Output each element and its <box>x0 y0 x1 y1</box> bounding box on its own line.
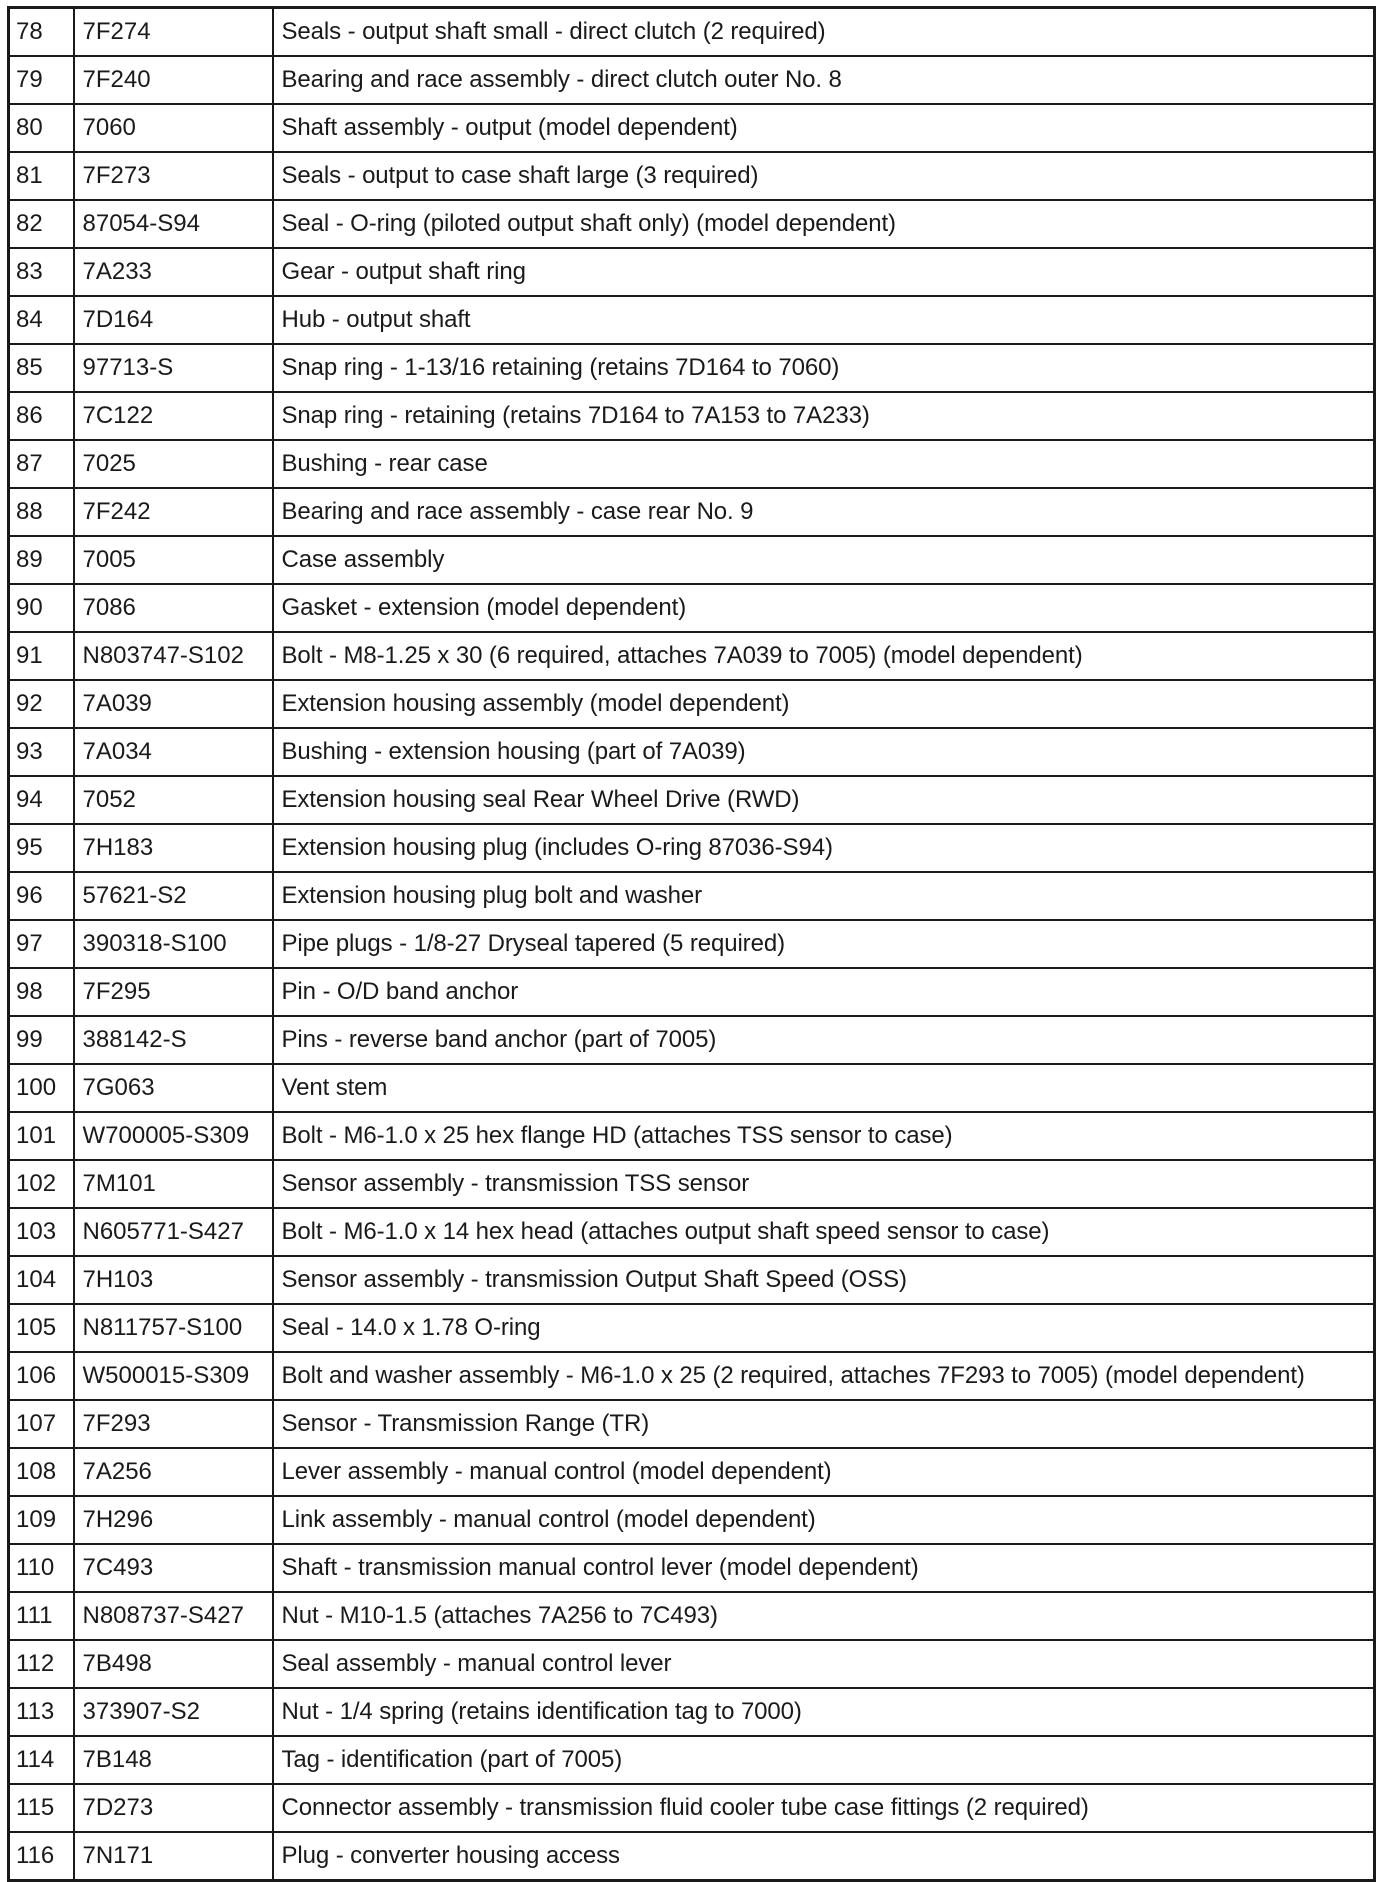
table-row <box>9 1832 1375 1881</box>
table-row <box>9 584 1375 632</box>
item-number-cell: 115 <box>9 1784 74 1832</box>
description-cell: Bolt - M6-1.0 x 25 hex flange HD (attaches TSS sensor to case) <box>273 1112 1375 1160</box>
part-number-cell: 7A233 <box>74 248 273 296</box>
item-number-cell: 87 <box>9 440 74 488</box>
description-cell: Extension housing assembly (model dependent) <box>273 680 1375 728</box>
description-cell: Plug - converter housing access <box>273 1832 1375 1881</box>
item-number-cell: 98 <box>9 968 74 1016</box>
description-cell: Extension housing seal Rear Wheel Drive (RWD) <box>273 776 1375 824</box>
table-row <box>9 728 1375 776</box>
item-number-cell: 101 <box>9 1112 74 1160</box>
item-number-cell: 100 <box>9 1064 74 1112</box>
part-number-cell: 7F295 <box>74 968 273 1016</box>
description-cell: Gasket - extension (model dependent) <box>273 584 1375 632</box>
description-cell: Shaft - transmission manual control lever (model dependent) <box>273 1544 1375 1592</box>
description-cell: Bolt and washer assembly - M6-1.0 x 25 (2 required, attaches 7F293 to 7005) (model dependent) <box>273 1352 1375 1400</box>
part-number-cell: 7H103 <box>74 1256 273 1304</box>
table-row <box>9 296 1375 344</box>
description-cell: Shaft assembly - output (model dependent) <box>273 104 1375 152</box>
part-number-cell: 7A034 <box>74 728 273 776</box>
part-number-cell: 7086 <box>74 584 273 632</box>
item-number-cell: 95 <box>9 824 74 872</box>
description-cell: Seal - 14.0 x 1.78 O-ring <box>273 1304 1375 1352</box>
table-row <box>9 344 1375 392</box>
description-cell: Snap ring - 1-13/16 retaining (retains 7D164 to 7060) <box>273 344 1375 392</box>
item-number-cell: 102 <box>9 1160 74 1208</box>
description-cell: Connector assembly - transmission fluid cooler tube case fittings (2 required) <box>273 1784 1375 1832</box>
table-row <box>9 536 1375 584</box>
part-number-cell: 7F274 <box>74 8 273 57</box>
parts-table-body <box>9 8 1375 1881</box>
part-number-cell: 97713-S <box>74 344 273 392</box>
part-number-cell: 7D164 <box>74 296 273 344</box>
table-row <box>9 440 1375 488</box>
description-cell: Pipe plugs - 1/8-27 Dryseal tapered (5 required) <box>273 920 1375 968</box>
item-number-cell: 88 <box>9 488 74 536</box>
description-cell: Pins - reverse band anchor (part of 7005) <box>273 1016 1375 1064</box>
item-number-cell: 94 <box>9 776 74 824</box>
description-cell: Nut - 1/4 spring (retains identification tag to 7000) <box>273 1688 1375 1736</box>
part-number-cell: 388142-S <box>74 1016 273 1064</box>
item-number-cell: 103 <box>9 1208 74 1256</box>
table-row <box>9 1256 1375 1304</box>
table-row <box>9 1592 1375 1640</box>
description-cell: Bushing - rear case <box>273 440 1375 488</box>
table-row <box>9 152 1375 200</box>
description-cell: Link assembly - manual control (model dependent) <box>273 1496 1375 1544</box>
part-number-cell: 373907-S2 <box>74 1688 273 1736</box>
description-cell: Bolt - M6-1.0 x 14 hex head (attaches output shaft speed sensor to case) <box>273 1208 1375 1256</box>
table-row <box>9 1688 1375 1736</box>
item-number-cell: 78 <box>9 8 74 57</box>
item-number-cell: 84 <box>9 296 74 344</box>
table-row <box>9 1640 1375 1688</box>
item-number-cell: 104 <box>9 1256 74 1304</box>
table-row <box>9 920 1375 968</box>
description-cell: Nut - M10-1.5 (attaches 7A256 to 7C493) <box>273 1592 1375 1640</box>
part-number-cell: N605771-S427 <box>74 1208 273 1256</box>
table-row <box>9 1736 1375 1784</box>
description-cell: Hub - output shaft <box>273 296 1375 344</box>
parts-table <box>7 6 1376 1882</box>
table-row <box>9 1352 1375 1400</box>
description-cell: Extension housing plug (includes O-ring 87036-S94) <box>273 824 1375 872</box>
table-row <box>9 1496 1375 1544</box>
part-number-cell: 7F240 <box>74 56 273 104</box>
description-cell: Bearing and race assembly - case rear No. 9 <box>273 488 1375 536</box>
part-number-cell: N808737-S427 <box>74 1592 273 1640</box>
description-cell: Sensor assembly - transmission TSS sensor <box>273 1160 1375 1208</box>
description-cell: Bushing - extension housing (part of 7A039) <box>273 728 1375 776</box>
description-cell: Vent stem <box>273 1064 1375 1112</box>
table-row <box>9 104 1375 152</box>
table-row <box>9 1208 1375 1256</box>
item-number-cell: 92 <box>9 680 74 728</box>
table-row <box>9 1544 1375 1592</box>
item-number-cell: 105 <box>9 1304 74 1352</box>
table-row <box>9 824 1375 872</box>
item-number-cell: 111 <box>9 1592 74 1640</box>
part-number-cell: 7005 <box>74 536 273 584</box>
item-number-cell: 82 <box>9 200 74 248</box>
table-row <box>9 488 1375 536</box>
item-number-cell: 80 <box>9 104 74 152</box>
item-number-cell: 116 <box>9 1832 74 1881</box>
item-number-cell: 110 <box>9 1544 74 1592</box>
table-row <box>9 8 1375 57</box>
description-cell: Sensor assembly - transmission Output Shaft Speed (OSS) <box>273 1256 1375 1304</box>
part-number-cell: 7F273 <box>74 152 273 200</box>
item-number-cell: 91 <box>9 632 74 680</box>
part-number-cell: 7A039 <box>74 680 273 728</box>
part-number-cell: 7D273 <box>74 1784 273 1832</box>
item-number-cell: 106 <box>9 1352 74 1400</box>
table-row <box>9 1304 1375 1352</box>
part-number-cell: W700005-S309 <box>74 1112 273 1160</box>
part-number-cell: 7060 <box>74 104 273 152</box>
item-number-cell: 79 <box>9 56 74 104</box>
table-row <box>9 776 1375 824</box>
part-number-cell: 7G063 <box>74 1064 273 1112</box>
table-row <box>9 680 1375 728</box>
part-number-cell: 7B498 <box>74 1640 273 1688</box>
part-number-cell: 87054-S94 <box>74 200 273 248</box>
table-row <box>9 1160 1375 1208</box>
description-cell: Bolt - M8-1.25 x 30 (6 required, attaches 7A039 to 7005) (model dependent) <box>273 632 1375 680</box>
table-row <box>9 1400 1375 1448</box>
part-number-cell: 7M101 <box>74 1160 273 1208</box>
description-cell: Snap ring - retaining (retains 7D164 to 7A153 to 7A233) <box>273 392 1375 440</box>
item-number-cell: 86 <box>9 392 74 440</box>
item-number-cell: 97 <box>9 920 74 968</box>
part-number-cell: N803747-S102 <box>74 632 273 680</box>
part-number-cell: 7N171 <box>74 1832 273 1881</box>
part-number-cell: 7052 <box>74 776 273 824</box>
description-cell: Seal assembly - manual control lever <box>273 1640 1375 1688</box>
part-number-cell: 7C122 <box>74 392 273 440</box>
part-number-cell: 57621-S2 <box>74 872 273 920</box>
item-number-cell: 114 <box>9 1736 74 1784</box>
item-number-cell: 107 <box>9 1400 74 1448</box>
table-row <box>9 1064 1375 1112</box>
item-number-cell: 113 <box>9 1688 74 1736</box>
item-number-cell: 109 <box>9 1496 74 1544</box>
description-cell: Tag - identification (part of 7005) <box>273 1736 1375 1784</box>
description-cell: Seals - output to case shaft large (3 required) <box>273 152 1375 200</box>
table-row <box>9 392 1375 440</box>
table-row <box>9 56 1375 104</box>
part-number-cell: 7A256 <box>74 1448 273 1496</box>
table-row <box>9 872 1375 920</box>
table-row <box>9 200 1375 248</box>
description-cell: Case assembly <box>273 536 1375 584</box>
description-cell: Gear - output shaft ring <box>273 248 1375 296</box>
table-row <box>9 248 1375 296</box>
table-row <box>9 1448 1375 1496</box>
description-cell: Seals - output shaft small - direct clutch (2 required) <box>273 8 1375 57</box>
item-number-cell: 85 <box>9 344 74 392</box>
description-cell: Pin - O/D band anchor <box>273 968 1375 1016</box>
description-cell: Lever assembly - manual control (model dependent) <box>273 1448 1375 1496</box>
item-number-cell: 112 <box>9 1640 74 1688</box>
part-number-cell: 7B148 <box>74 1736 273 1784</box>
description-cell: Sensor - Transmission Range (TR) <box>273 1400 1375 1448</box>
part-number-cell: 7C493 <box>74 1544 273 1592</box>
item-number-cell: 96 <box>9 872 74 920</box>
table-row <box>9 968 1375 1016</box>
part-number-cell: 7H296 <box>74 1496 273 1544</box>
table-row <box>9 1016 1375 1064</box>
item-number-cell: 89 <box>9 536 74 584</box>
item-number-cell: 99 <box>9 1016 74 1064</box>
item-number-cell: 81 <box>9 152 74 200</box>
part-number-cell: 7F293 <box>74 1400 273 1448</box>
table-row <box>9 1112 1375 1160</box>
part-number-cell: 7H183 <box>74 824 273 872</box>
table-row <box>9 1784 1375 1832</box>
table-row <box>9 632 1375 680</box>
part-number-cell: 7025 <box>74 440 273 488</box>
part-number-cell: W500015-S309 <box>74 1352 273 1400</box>
description-cell: Seal - O-ring (piloted output shaft only) (model dependent) <box>273 200 1375 248</box>
part-number-cell: 7F242 <box>74 488 273 536</box>
item-number-cell: 90 <box>9 584 74 632</box>
item-number-cell: 83 <box>9 248 74 296</box>
description-cell: Bearing and race assembly - direct clutch outer No. 8 <box>273 56 1375 104</box>
item-number-cell: 93 <box>9 728 74 776</box>
part-number-cell: 390318-S100 <box>74 920 273 968</box>
item-number-cell: 108 <box>9 1448 74 1496</box>
description-cell: Extension housing plug bolt and washer <box>273 872 1375 920</box>
part-number-cell: N811757-S100 <box>74 1304 273 1352</box>
